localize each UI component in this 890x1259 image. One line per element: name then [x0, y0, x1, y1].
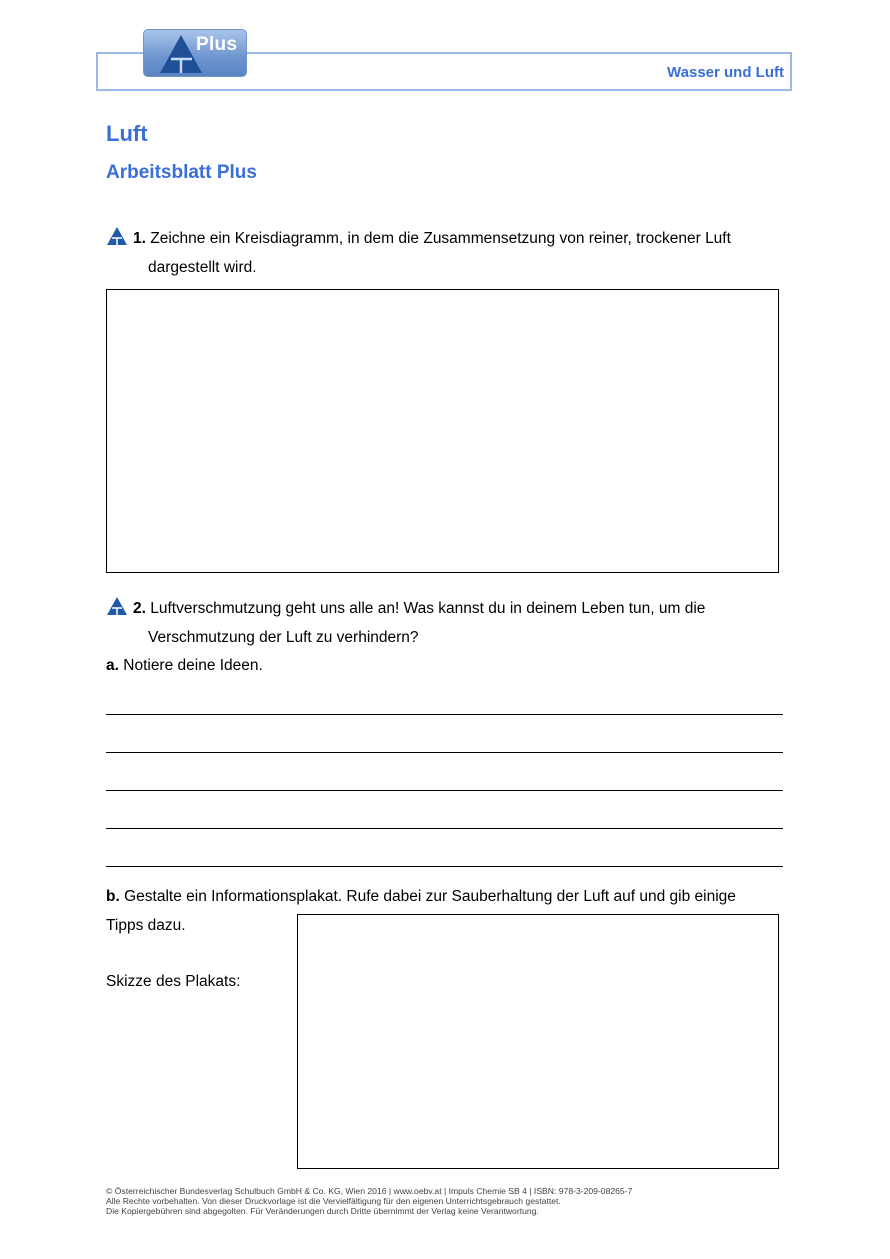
triangle-task-icon: [106, 596, 128, 616]
task2a-text: Notiere deine Ideen.: [123, 657, 263, 674]
triangle-task-icon: [106, 226, 128, 246]
task2-number: 2.: [133, 600, 146, 617]
task2b-label: b.: [106, 888, 120, 905]
sketch-label: Skizze des Plakats:: [106, 973, 241, 990]
footer: [106, 1186, 632, 1216]
footer-line1: © Österreichischer Bundesverlag Schulbuch GmbH & Co. KG, Wien 2016 | www.oebv.at | Impuls Chemie SB 4 | ISBN: 978-3-209-08265-7: [106, 1186, 633, 1196]
task1-line1: [133, 224, 731, 253]
writing-line[interactable]: [106, 866, 783, 867]
task2b-text-line2: Tipps dazu.: [106, 917, 186, 934]
header-topic: Wasser und Luft: [667, 64, 784, 81]
task1-text-line2: dargestellt wird.: [148, 259, 257, 276]
page-subtitle: Arbeitsblatt Plus: [106, 162, 257, 183]
poster-sketch-box[interactable]: [297, 914, 779, 1169]
task2-line1: [133, 594, 705, 623]
task2b-prompt: [106, 882, 736, 911]
footer-line2: Alle Rechte vorbehalten. Von dieser Druckvorlage ist die Vervielfältigung für den eigenen Unterrichtsgebrauch gestattet.: [106, 1196, 561, 1206]
task2a-prompt: [106, 651, 263, 680]
writing-line[interactable]: [106, 714, 783, 715]
footer-line3: Die Kopiergebühren sind abgegolten. Für Veränderungen durch Dritte übernimmt der Verlag keine Verantwortung.: [106, 1206, 539, 1216]
writing-line[interactable]: [106, 752, 783, 753]
logo-text: Plus: [196, 34, 238, 55]
writing-line[interactable]: [106, 828, 783, 829]
page-title: Luft: [106, 121, 148, 146]
pie-chart-drawing-box[interactable]: [106, 289, 779, 573]
task2-text-line1: Luftverschmutzung geht uns alle an! Was kannst du in deinem Leben tun, um die: [150, 600, 706, 617]
task1-number: 1.: [133, 230, 146, 247]
task2-text-line2: Verschmutzung der Luft zu verhindern?: [148, 629, 419, 646]
task2a-label: a.: [106, 657, 119, 674]
writing-line[interactable]: [106, 790, 783, 791]
task2b-text-line1: Gestalte ein Informationsplakat. Rufe dabei zur Sauberhaltung der Luft auf und gib einige: [124, 888, 736, 905]
plus-logo: [143, 29, 247, 77]
task1-text-line1: Zeichne ein Kreisdiagramm, in dem die Zusammensetzung von reiner, trockener Luft: [150, 230, 731, 247]
